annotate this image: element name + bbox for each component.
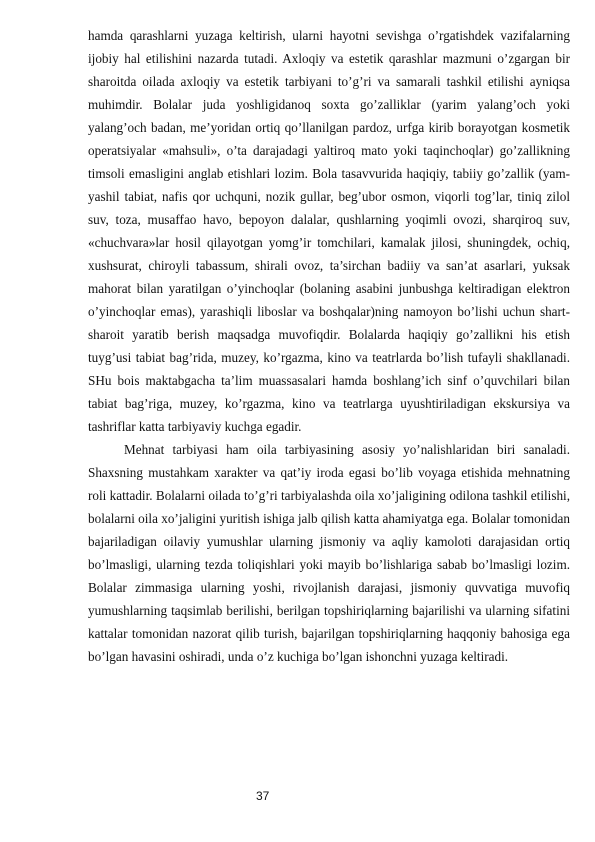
paragraph-aesthetic-education: hamda qarashlarni yuzaga keltirish, ularni hayotni sevishga o’rgatishdek vazifalarning ijobiy hal etilishini nazarda tutadi. Axloqiy va estetik qarashlar mazmuni o’zgargan bir sharoitda oilada axloqiy va estetik tarbiyani to’g’ri va samarali tashkil etilishi ayniqsa muhimdir. Bolalar juda yoshligidanoq soxta go’zalliklar (yarim yalang’och yoki yalang’och badan, me’yoridan ortiq qo’llanilgan pardoz, urfga kirib borayotgan kosmetik operatsiyalar «mahsuli», o’ta darajadagi yaltiroq mato yoki taqinchoqlar) go’zallikning timsoli emasligini anglab etishlari lozim. Bola tasavvurida haqiqiy, tabiiy go’zallik (yam-yashil tabiat, nafis qor uchquni, nozik gullar, beg’ubor osmon, viqorli tog’lar, tiniq zilol suv, toza, musaffao havo, bepoyon dalalar, qushlarning yoqimli ovozi, sharqiroq suv, «chuchvara»lar hosil qilayotgan yomg’ir tomchilari, kamalak jilosi, shuningdek, ochiq, xushsurat, chiroyli tabassum, shirali ovoz, ta’sirchan badiiy va san’at asarlari, yuksak mahorat bilan yaratilgan o’yinchoqlar (bolaning asabini junbushga keltiradigan elektron o’yinchoqlar emas), yarashiqli liboslar va boshqalar)ning namoyon bo’lishi uchun shart-sharoit yaratib berish maqsadga muvofiqdir. Bolalarda haqiqiy go’zallikni his etish tuyg’usi tabiat bag’rida, muzey, ko’rgazma, kino va teatrlarda bo’lish tufayli shakllanadi. SHu bois maktabgacha ta’lim muassasalari hamda boshlang’ich sinf o’quvchilari bilan tabiat bag’riga, muzey, ko’rgazma, kino va teatrlarga uyushtiriladigan ekskursiya va tashriflar katta tarbiyaviy kuchga egadir.: [88, 28, 570, 434]
page-number: 37: [256, 789, 270, 803]
document-body: [88, 24, 570, 668]
paragraph-labor-education: Mehnat tarbiyasi ham oila tarbiyasining asosiy yo’nalishlaridan biri sanaladi. Shaxsning mustahkam xarakter va qat’iy iroda egasi bo’lib voyaga etishida mehnatning roli kattadir. Bolalarni oilada to’g’ri tarbiyalashda oila xo’jaligining odilona tashkil etilishi, bolalarni oila xo’jaligini yuritish ishiga jalb qilish katta ahamiyatga ega. Bolalar tomonidan bajariladigan oilaviy yumushlar ularning jismoniy va aqliy kamoloti darajasidan ortiq bo’lmasligi, ularning tezda toliqishlari yoki mayib bo’lishlariga sabab bo’lmasligi lozim. Bolalar zimmasiga ularning yoshi, rivojlanish darajasi, jismoniy quvvatiga muvofiq yumushlarning taqsimlab berilishi, berilgan topshiriqlarning bajarilishi va ularning sifatini kattalar tomonidan nazorat qilib turish, bajarilgan topshiriqlarning haqqoniy bahosiga ega bo’lgan havasini oshiradi, unda o’z kuchiga bo’lgan ishonchni yuzaga keltiradi.: [88, 442, 570, 664]
